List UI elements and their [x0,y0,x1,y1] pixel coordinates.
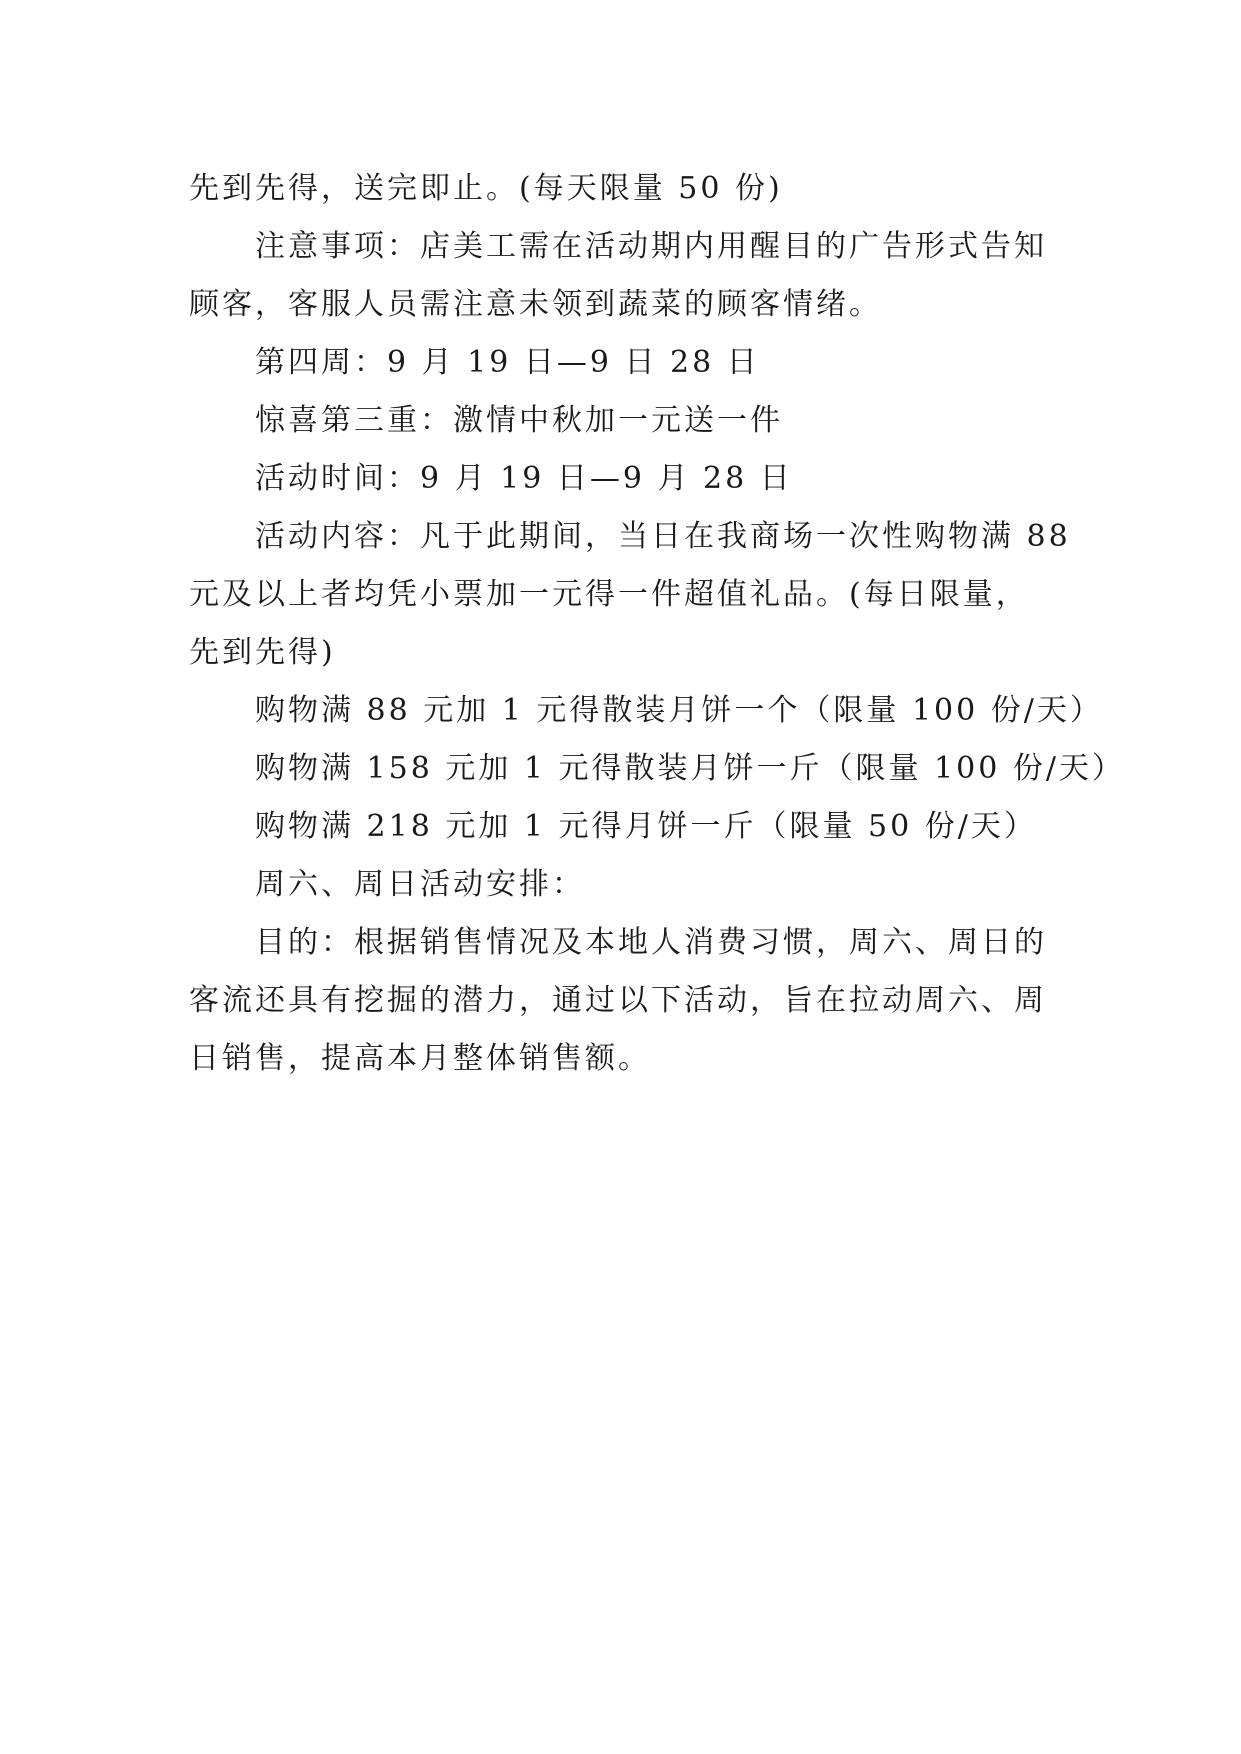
paragraph-4 [189,392,1069,450]
text-line: 惊喜第三重：激情中秋加一元送一件 [255,403,783,438]
text-line: 元及以上者均凭小票加一元得一件超值礼品。(每日限量， [189,577,1029,612]
text-line: 先到先得，送完即止。(每天限量 50 份) [189,171,783,206]
text-line: 周六、周日活动安排： [255,867,585,902]
text-line: 活动内容：凡于此期间，当日在我商场一次性购物满 88 [255,519,1071,554]
paragraph-2 [189,218,1069,334]
paragraph-6 [189,508,1069,682]
text-line: 活动时间：9 月 19 日—9 月 28 日 [255,461,793,496]
text-line: 客流还具有挖掘的潜力，通过以下活动，旨在拉动周六、周 [189,983,1047,1018]
text-line: 先到先得) [189,635,336,670]
paragraph-1 [189,160,1069,218]
paragraph-11 [189,914,1069,1088]
text-line: 顾客，客服人员需注意未领到蔬菜的顾客情绪。 [189,287,882,322]
text-line: 目的：根据销售情况及本地人消费习惯，周六、周日的 [255,925,1047,960]
paragraph-5 [189,450,1069,508]
paragraph-8 [189,740,1125,798]
text-line: 购物满 158 元加 1 元得散装月饼一斤（限量 100 份/天） [255,751,1125,786]
paragraph-3 [189,334,1069,392]
paragraph-9 [189,798,1069,856]
document-body [189,160,1125,1088]
text-line: 日销售，提高本月整体销售额。 [189,1041,651,1076]
text-line: 注意事项：店美工需在活动期内用醒目的广告形式告知 [255,229,1047,264]
text-line: 第四周：9 月 19 日—9 日 28 日 [255,345,760,380]
paragraph-10 [189,856,1069,914]
text-line: 购物满 88 元加 1 元得散装月饼一个（限量 100 份/天） [255,693,1103,728]
paragraph-7 [189,682,1103,740]
text-line: 购物满 218 元加 1 元得月饼一斤（限量 50 份/天） [255,809,1037,844]
